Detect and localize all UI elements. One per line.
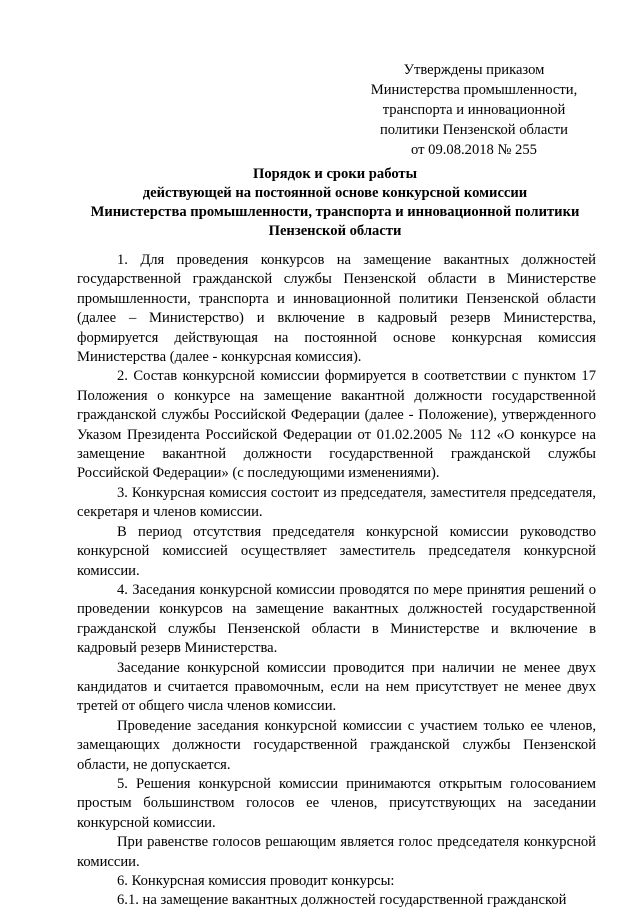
paragraph: 1. Для проведения конкурсов на замещение вакантных должностей государственной гражданской службы Пензенской области в Министерстве промышленности, транспорта и инновационной политики Пензенской области (далее – Министерство) и включение в кадровый резерв Министерства, формируется действующая на постоянной основе конкурсная комиссия Министерства (далее - конкурсная комиссия). xyxy=(77,252,596,366)
paragraph: 4. Заседания конкурсной комиссии проводятся по мере принятия решений о проведении конкурсов на замещение вакантных должностей государственной гражданской службы Пензенской области в Министерстве и включение в кадровый резерв Министерства. xyxy=(77,581,596,657)
paragraph: Заседание конкурсной комиссии проводится при наличии не менее двух кандидатов и считается правомочным, если на нем присутствует не менее двух третей от общего числа членов комиссии. xyxy=(77,659,596,715)
title-line: Министерства промышленности, транспорта и инновационной политики xyxy=(90,204,580,220)
approval-line: транспорта и инновационной xyxy=(382,102,566,118)
title-line: действующей на постоянной основе конкурсной комиссии xyxy=(142,185,528,201)
paragraph: 5. Решения конкурсной комиссии принимаются открытым голосованием простым большинством голосов ее членов, присутствующих на заседании конкурсной комиссии. xyxy=(77,775,596,831)
approval-block xyxy=(330,60,618,160)
document-body xyxy=(77,251,596,911)
approval-line: Министерства промышленности, xyxy=(370,82,578,98)
paragraph: 3. Конкурсная комиссия состоит из председателя, заместителя председателя, секретаря и членов комиссии. xyxy=(77,484,596,521)
approval-line: политики Пензенской области xyxy=(380,122,568,138)
paragraph: В период отсутствия председателя конкурсной комиссии руководство конкурсной комиссией осуществляет заместитель председателя конкурсной комиссии. xyxy=(77,523,596,579)
document-title xyxy=(40,165,630,241)
title-line: Порядок и сроки работы xyxy=(253,166,417,182)
paragraph: 6.1. на замещение вакантных должностей государственной гражданской xyxy=(117,892,567,909)
title-line: Пензенской области xyxy=(268,223,402,239)
paragraph: 2. Состав конкурсной комиссии формируется в соответствии с пунктом 17 Положения о конкурсе на замещение вакантной должности государственной гражданской службы Российской Федерации (далее - Положение), утвержденного Указом Президента Российской Федерации от 01.02.2005 № 112 «О конкурсе на замещение вакантной должности государственной гражданской службы Российской Федерации» (с последующими изменениями). xyxy=(77,368,596,482)
approval-line: Утверждены приказом xyxy=(403,62,545,78)
paragraph: 6. Конкурсная комиссия проводит конкурсы: xyxy=(117,873,395,889)
paragraph: Проведение заседания конкурсной комиссии с участием только ее членов, замещающих должности государственной гражданской службы Пензенской области, не допускается. xyxy=(77,717,596,773)
approval-line: от 09.08.2018 № 255 xyxy=(411,142,537,158)
paragraph: При равенстве голосов решающим является голос председателя конкурсной комиссии. xyxy=(77,834,596,870)
